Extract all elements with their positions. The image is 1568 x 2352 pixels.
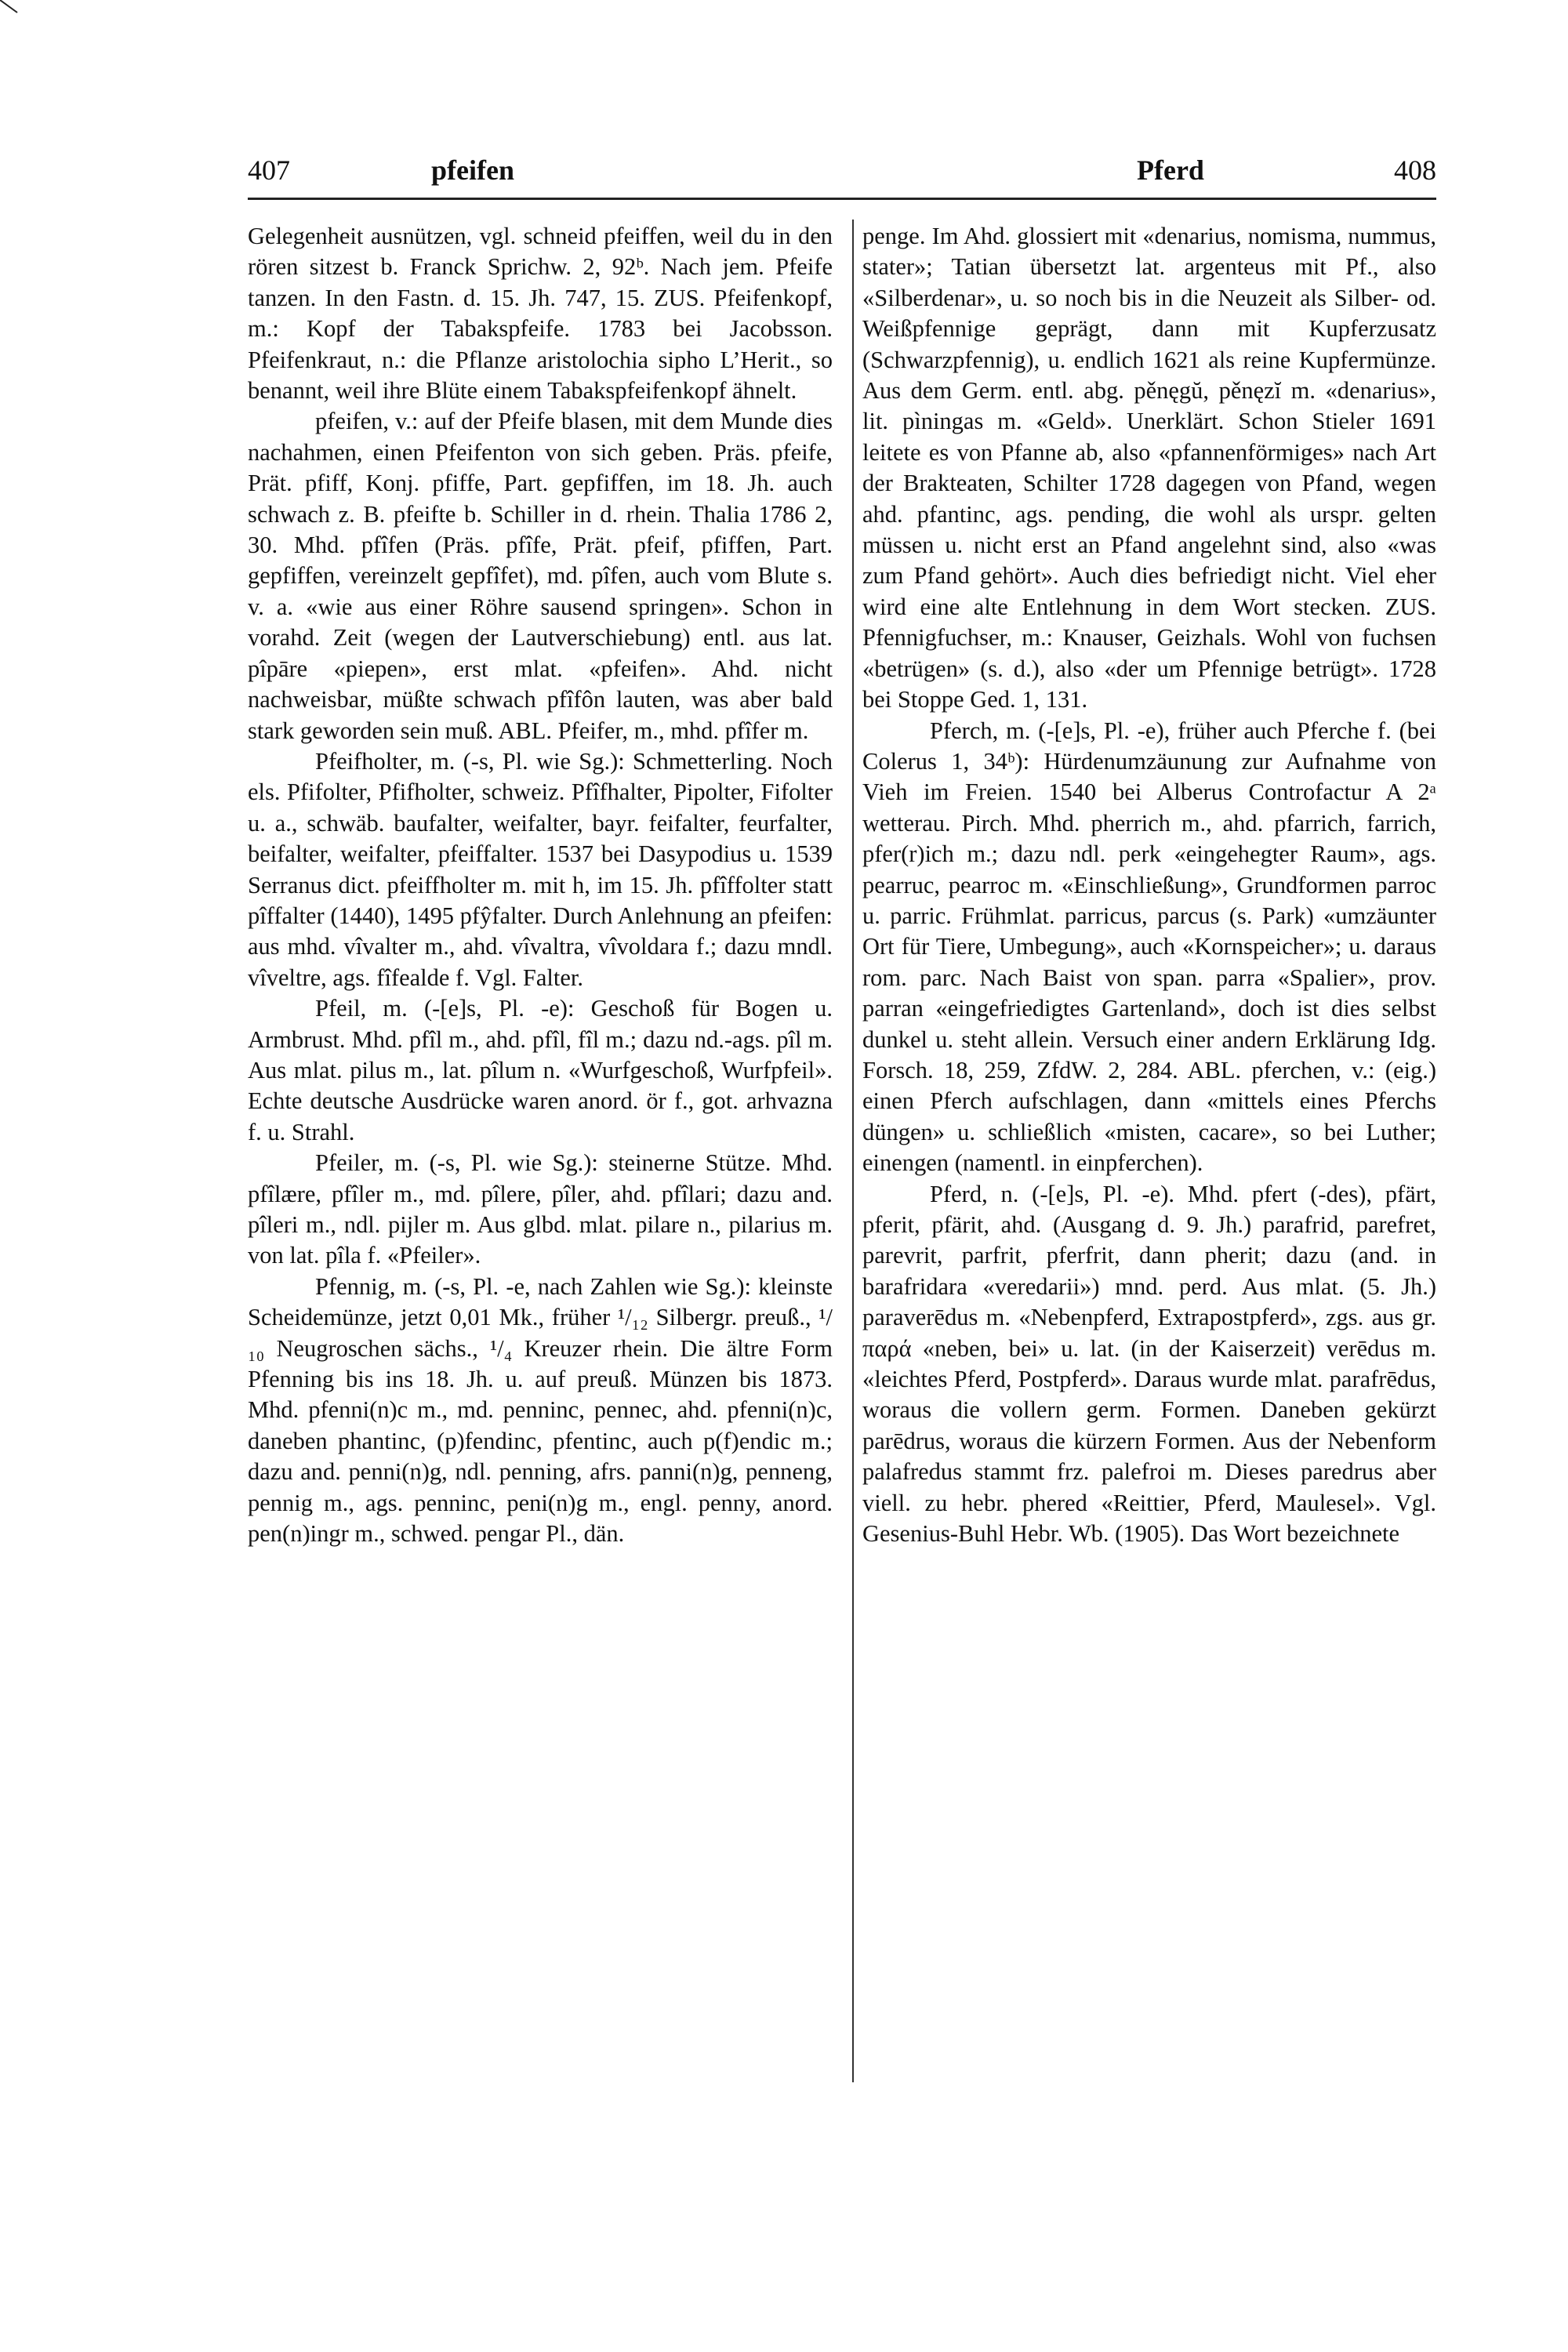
column-divider xyxy=(852,220,854,2082)
entry-pfeife-continued: Gelegenheit ausnützen, vgl. schneid pfeiffen, weil du in den rören sitzest b. Franck Sprichw. 2, 92ᵇ. Nach jem. Pfeife tanzen. In den Fastn. d. 15. Jh. 747, 15. ZUS. Pfeifenkopf, m.: Kopf der Tabakspfeife. 1783 bei Jacobsson. Pfeifenkraut, n.: die Pflanze aristolochia sipho L’Herit., so benannt, weil ihre Blüte einem Tabakspfeifenkopf ähnelt. xyxy=(248,223,833,405)
entry-pferd: Pferd, n. (-[e]s, Pl. -e). Mhd. pfert (-des), pfärt, pferit, pfärit, ahd. (Ausgang d. 9. Jh.) parafrid, parefret, parevrit, parfrit, pferfrit, dann pherit; dazu (and. in barafridara «veredarii») mnd. perd. Aus mlat. (5. Jh.) paraverēdus m. «Nebenpferd, Extrapostpferd», zgs. aus gr. παρά «neben, bei» u. lat. (in der Kaiserzeit) verēdus m. «leichtes Pferd, Postpferd». Daraus wurde mlat. parafrēdus, woraus die vollern germ. Formen. Daneben gekürzt parēdrus, woraus die kürzern Formen. Aus der Nebenform palafredus stammt frz. palefroi m. Dieses paredrus aber viell. zu hebr. phered «Reittier, Pferd, Maulesel». Vgl. Gesenius-Buhl Hebr. Wb. (1905). Das Wort bezeichnete xyxy=(862,1180,1436,1548)
entry-pfennig: Pfennig, m. (-s, Pl. -e, nach Zahlen wie Sg.): kleinste Scheidemünze, jetzt 0,01 Mk., früher ¹/₁₂ Silbergr. preuß., ¹/₁₀ Neugroschen sächs., ¹/₄ Kreuzer rhein. Die ältre Form Pfenning bis ins 18. Jh. u. auf preuß. Münzen bis 1873. Mhd. pfenni(n)c m., md. penninc, pennec, ahd. pfenni(n)c, daneben phantinc, (p)fendinc, pfentinc, auch p(f)endic m.; dazu and. penni(n)g, ndl. penning, afrs. panni(n)g, penneng, pennig m., ags. penninc, peni(n)g m., engl. penny, anord. pen(n)ingr m., schwed. pengar Pl., dän. xyxy=(248,1272,833,1548)
entry-pfennig-continued: penge. Im Ahd. glossiert mit «denarius, nomisma, nummus, stater»; Tatian übersetzt lat. argenteus mit Pf., also «Silberdenar», u. so noch bis in die Neuzeit als Silber- od. Weißpfennige geprägt, dann mit Kupferzusatz (Schwarzpfennig), u. endlich 1621 als reine Kupfermünze. Aus dem Germ. entl. abg. pěnęgŭ, pěnęzĭ m. «denarius», lit. pìningas m. «Geld». Unerklärt. Schon Stieler 1691 leitete es von Pfanne ab, also «pfannenförmiges» nach Art der Brakteaten, Schilter 1728 dagegen von Pfand, wegen ahd. pfantinc, ags. pending, die wohl als urspr. gelten müssen u. nicht erst an Pfand angelehnt sind, also «was zum Pfand gehört». Auch dies befriedigt nicht. Viel eher wird eine alte Entlehnung in dem Wort stecken. ZUS. Pfennigfuchser, m.: Knauser, Geizhals. Wohl von fuchsen «betrügen» (s. d.), also «der um Pfennige betrügt». 1728 bei Stoppe Ged. 1, 131. xyxy=(862,223,1436,713)
entry-pfeifen: pfeifen, v.: auf der Pfeife blasen, mit dem Munde dies nachahmen, einen Pfeifenton von sich geben. Präs. pfeife, Prät. pfiff, Konj. pfiffe, Part. gepfiffen, im 18. Jh. auch schwach z. B. pfeifte b. Schiller in d. rhein. Thalia 1786 2, 30. Mhd. pfîfen (Präs. pfîfe, Prät. pfeif, pfiffen, Part. gepfiffen, vereinzelt gepfîfet), md. pîfen, auch vom Blute s. v. a. «wie aus einer Röhre sausend springen». Schon in vorahd. Zeit (wegen der Lautverschiebung) entl. aus lat. pîpāre «piepen», erst mlat. «pfeifen». Ahd. nicht nachweisbar, müßte schwach pfîfôn lauten, was aber bald stark geworden sein muß. ABL. Pfeifer, m., mhd. pfîfer m. xyxy=(248,408,833,744)
right-running-headword: Pferd xyxy=(1137,154,1204,186)
right-column xyxy=(862,221,1436,1549)
entry-pferch: Pferch, m. (-[e]s, Pl. -e), früher auch Pferche f. (bei Colerus 1, 34ᵇ): Hürdenumzäunung zur Aufnahme von Vieh im Freien. 1540 bei Alberus Controfactur A 2ᵃ wetterau. Pirch. Mhd. pherrich m., ahd. pfarrich, farrich, pfer(r)ich m.; dazu ndl. perk «eingehegter Raum», ags. pearruc, pearroc m. «Einschließung», Grundformen parroc u. parric. Frühmlat. parricus, parcus (s. Park) «umzäunter Ort für Tiere, Umbegung», auch «Kornspeicher»; u. daraus rom. parc. Nach Baist von span. parra «Spalier», prov. parran «eingefriedigtes Gartenland», doch ist dies selbst dunkel u. steht allein. Versuch einer andern Erklärung Idg. Forsch. 18, 259, ZfdW. 2, 284. ABL. pferchen, v.: (eig.) einen Pferch aufschlagen, dann «mittels eines Pferchs düngen» u. schließlich «misten, cacare», so bei Luther; einengen (namentl. in einpferchen). xyxy=(862,717,1436,1177)
page-corner-mark xyxy=(0,0,47,47)
left-running-headword: pfeifen xyxy=(431,154,514,186)
entry-pfeiler: Pfeiler, m. (-s, Pl. wie Sg.): steinerne Stütze. Mhd. pfîlære, pfîler m., md. pîlere, pîler, ahd. pfîlari; dazu and. pîleri m., ndl. pijler m. Aus glbd. mlat. pilare n., pilarius m. von lat. pîla f. «Pfeiler». xyxy=(248,1149,833,1269)
right-page-number: 408 xyxy=(1394,154,1436,186)
entry-pfeifholter: Pfeifholter, m. (-s, Pl. wie Sg.): Schmetterling. Noch els. Pfifolter, Pfifholter, schweiz. Pfîfhalter, Pipolter, Fifolter u. a., schwäb. baufalter, weifalter, bayr. feifalter, feurfalter, beifalter, weifalter, pfeiffalter. 1537 bei Dasypodius u. 1539 Serranus dict. pfeiffholter m. mit h, im 15. Jh. pfîffolter statt pîffalter (1440), 1495 pfŷfalter. Durch Anlehnung an pfeifen: aus mhd. vîvalter m., ahd. vîvaltra, vîvoldara f.; dazu mndl. vîveltre, ags. fîfealde f. Vgl. Falter. xyxy=(248,747,833,991)
header-rule xyxy=(248,198,1436,200)
left-column xyxy=(248,221,833,1549)
left-page-number: 407 xyxy=(248,154,290,186)
page-header xyxy=(248,154,1436,198)
entry-pfeil: Pfeil, m. (-[e]s, Pl. -e): Geschoß für Bogen u. Armbrust. Mhd. pfîl m., ahd. pfîl, fîl m.; dazu nd.-ags. pîl m. Aus mlat. pilus m., lat. pîlum n. «Wurfgeschoß, Wurfpfeil». Echte deutsche Ausdrücke waren anord. ör f., got. arhvazna f. u. Strahl. xyxy=(248,995,833,1145)
